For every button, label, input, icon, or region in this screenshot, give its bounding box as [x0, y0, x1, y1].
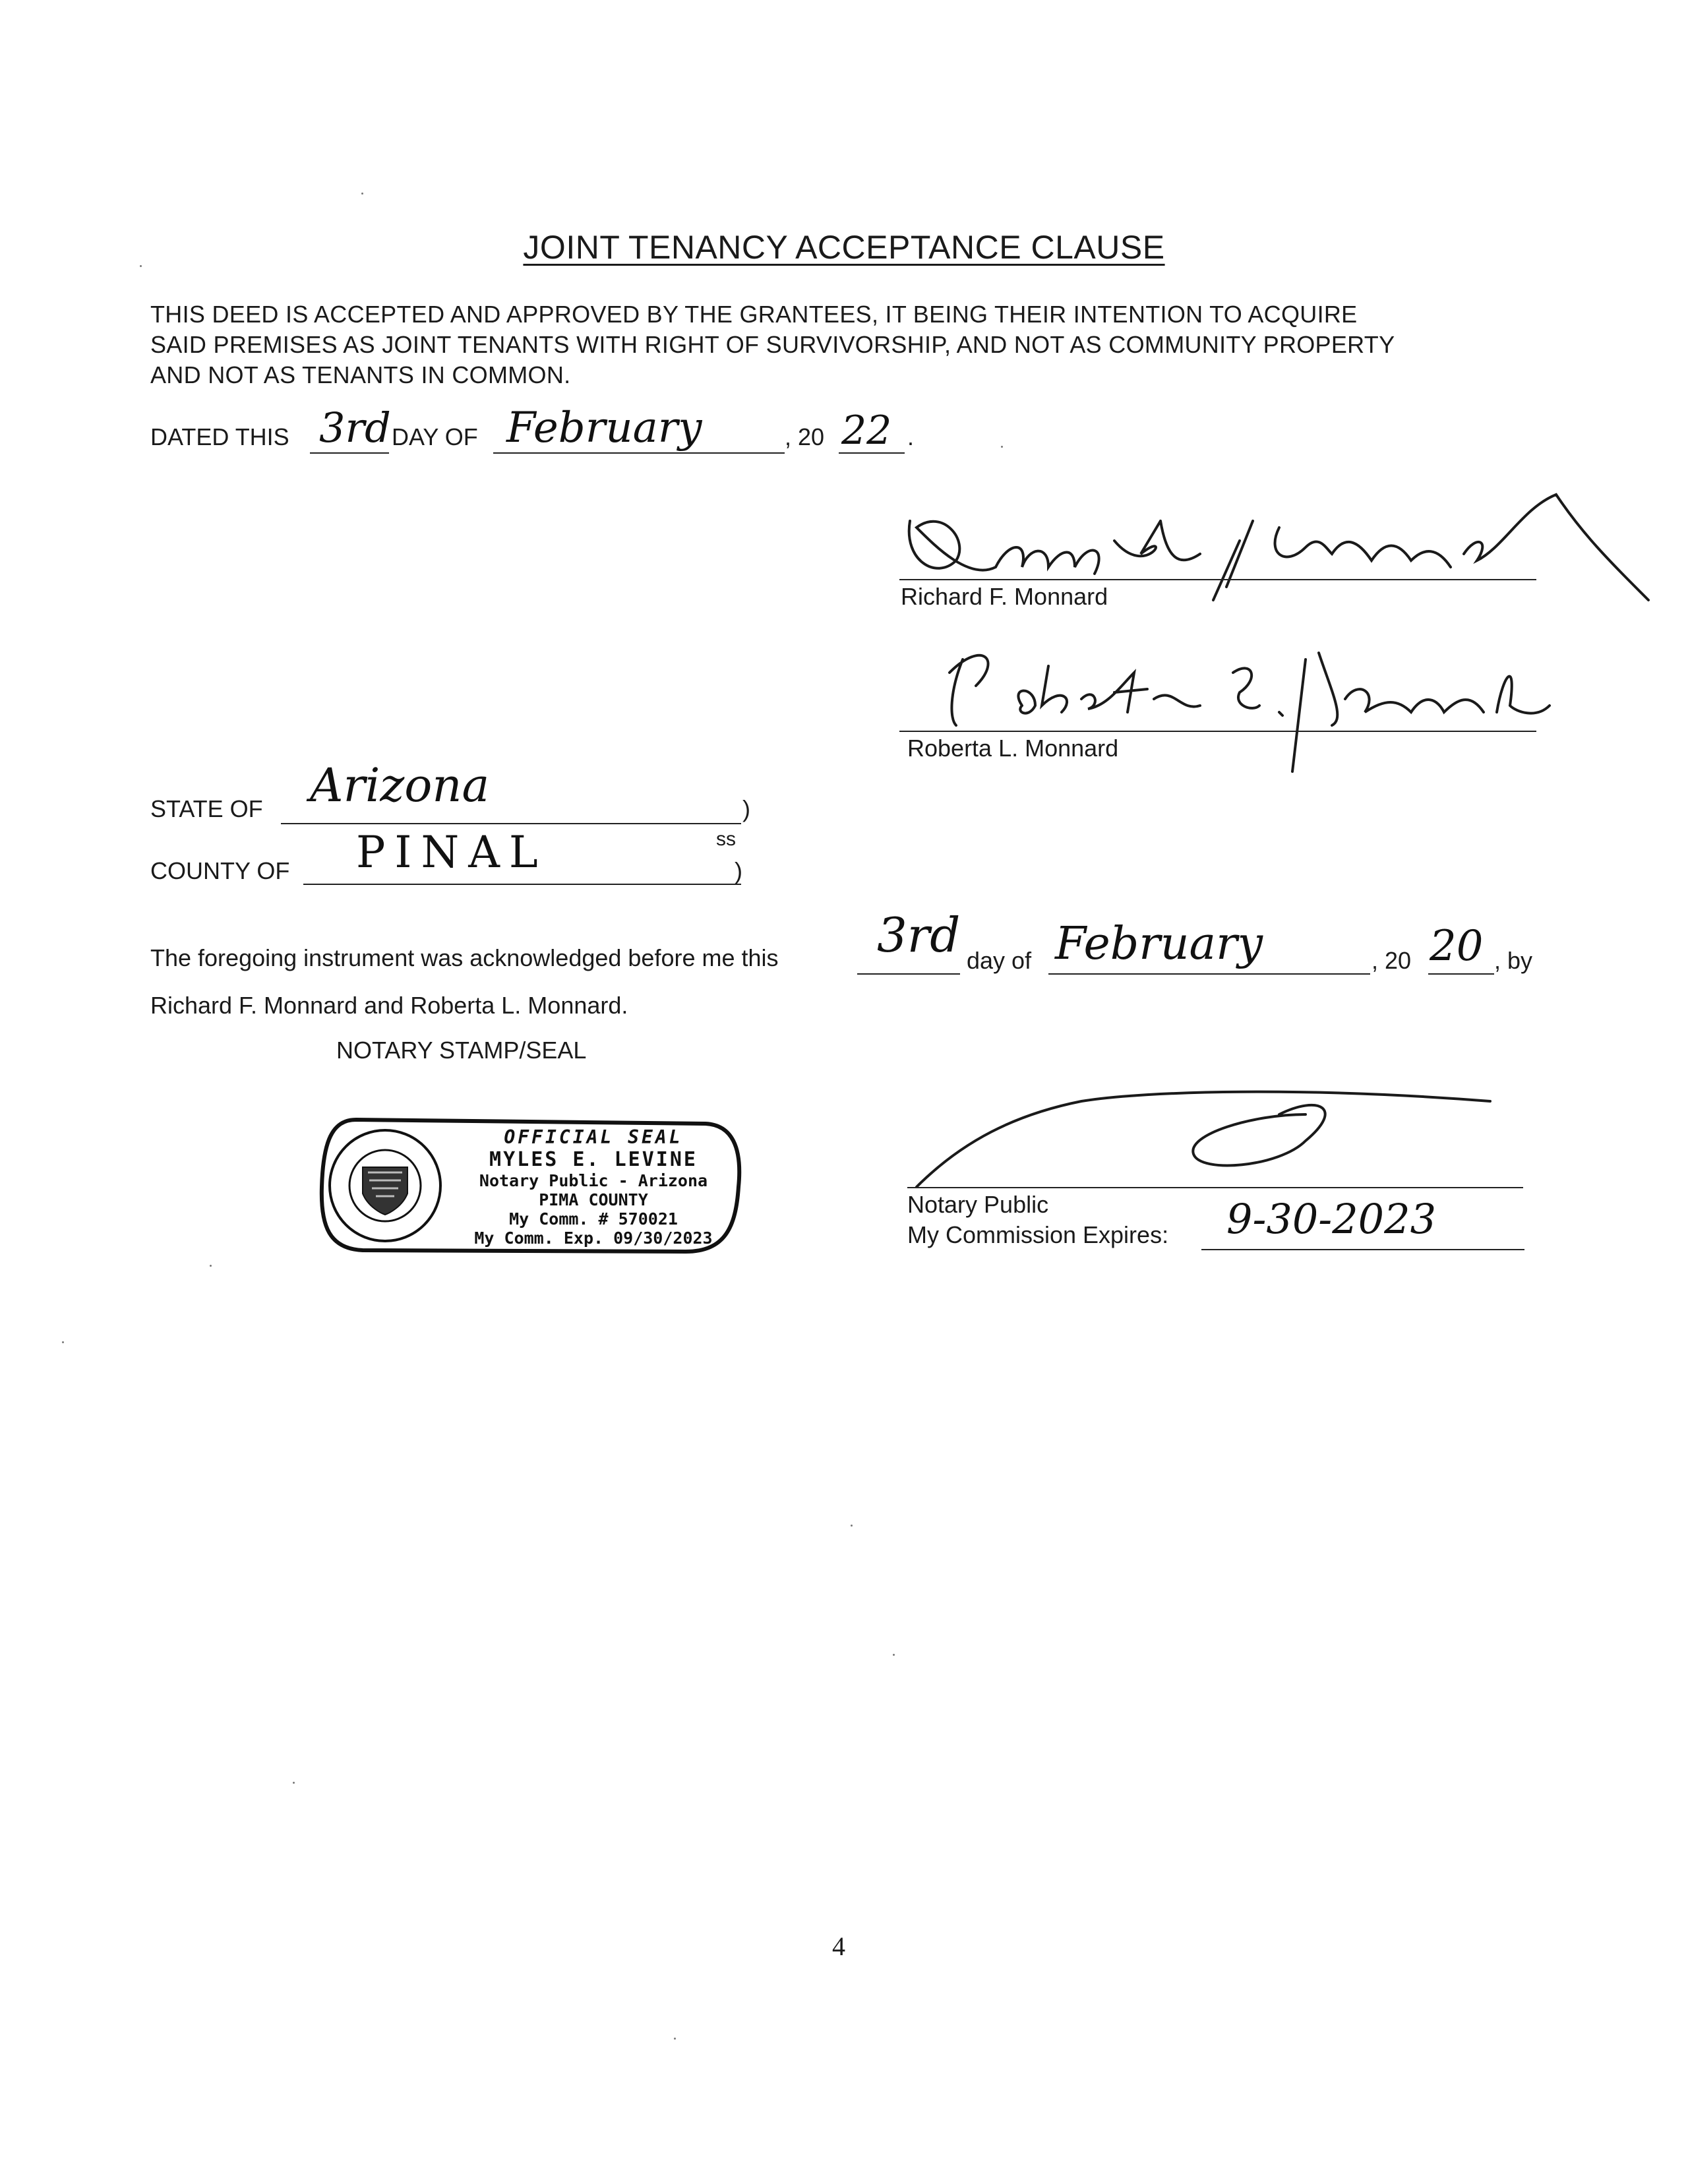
dated-day-label: DAY OF	[392, 423, 478, 450]
commission-handwritten: 9-30-2023	[1226, 1195, 1437, 1243]
state-label: STATE OF	[150, 795, 263, 822]
dated-day-handwritten: 3rd	[319, 404, 391, 452]
notary-stamp-label: NOTARY STAMP/SEAL	[336, 1037, 587, 1064]
scan-speck	[1001, 446, 1003, 448]
commission-line	[1201, 1249, 1524, 1250]
notary-seal-stamp	[316, 1114, 745, 1257]
dated-day-line	[310, 452, 389, 454]
ack-year-handwritten: 20	[1430, 922, 1484, 971]
seal-line-official: OFFICIAL SEAL	[504, 1126, 683, 1148]
seal-line-comm-number: My Comm. # 570021	[509, 1209, 678, 1228]
ack-month-line	[1048, 973, 1370, 975]
dated-prefix: DATED THIS	[150, 423, 289, 450]
state-line	[281, 823, 741, 824]
grantee-name-richard: Richard F. Monnard	[901, 583, 1108, 610]
dated-year-handwritten: 22	[841, 408, 892, 454]
signature-line-richard	[899, 579, 1536, 580]
grantee-name-roberta: Roberta L. Monnard	[907, 735, 1119, 762]
seal-text-block	[448, 1126, 738, 1248]
scan-speck	[210, 1265, 212, 1267]
signature-notary	[910, 1081, 1503, 1200]
county-handwritten: PINAL	[356, 827, 547, 878]
dated-month-line	[493, 452, 785, 454]
commission-label: My Commission Expires:	[907, 1221, 1169, 1248]
notary-signature-line	[907, 1187, 1523, 1188]
document-title: JOINT TENANCY ACCEPTANCE CLAUSE	[523, 229, 1165, 266]
ack-text: The foregoing instrument was acknowledged before me this	[150, 944, 779, 971]
notary-public-label: Notary Public	[907, 1191, 1049, 1218]
page-number: 4	[832, 1931, 845, 1961]
dated-month-handwritten: February	[506, 404, 702, 452]
county-line	[303, 884, 741, 885]
ack-by: , by	[1494, 947, 1533, 974]
ack-year-prefix: , 20	[1372, 947, 1412, 974]
seal-line-title: Notary Public - Arizona	[479, 1171, 708, 1190]
county-paren: )	[735, 857, 742, 884]
ack-day-handwritten: 3rd	[877, 907, 961, 963]
seal-line-name: MYLES E. LEVINE	[489, 1148, 698, 1171]
seal-line-comm-exp: My Comm. Exp. 09/30/2023	[474, 1228, 713, 1248]
ack-day-label: day of	[967, 947, 1032, 974]
scan-speck	[361, 193, 363, 195]
intro-line-3: AND NOT AS TENANTS IN COMMON.	[150, 361, 571, 388]
scan-speck	[893, 1654, 895, 1656]
ss-label: ss	[716, 828, 736, 850]
scan-speck	[674, 2038, 676, 2040]
ack-day-line	[857, 973, 960, 975]
ack-names-line: Richard F. Monnard and Roberta L. Monnard.	[150, 992, 628, 1019]
scan-speck	[62, 1341, 64, 1343]
scan-speck	[293, 1782, 295, 1784]
county-label: COUNTY OF	[150, 857, 290, 884]
ack-year-line	[1428, 973, 1494, 975]
state-handwritten: Arizona	[310, 758, 490, 812]
scan-speck	[851, 1525, 853, 1527]
state-paren: )	[742, 795, 750, 822]
dated-year-prefix: , 20	[785, 423, 825, 450]
intro-line-1: THIS DEED IS ACCEPTED AND APPROVED BY THE GRANTEES, IT BEING THEIR INTENTION TO ACQUIRE	[150, 301, 1358, 328]
seal-line-county: PIMA COUNTY	[539, 1190, 648, 1209]
intro-line-2: SAID PREMISES AS JOINT TENANTS WITH RIGHT OF SURVIVORSHIP, AND NOT AS COMMUNITY PROPERTY	[150, 331, 1395, 358]
dated-period: .	[907, 423, 915, 450]
signature-line-roberta	[899, 731, 1536, 732]
ack-month-handwritten: February	[1055, 918, 1263, 970]
